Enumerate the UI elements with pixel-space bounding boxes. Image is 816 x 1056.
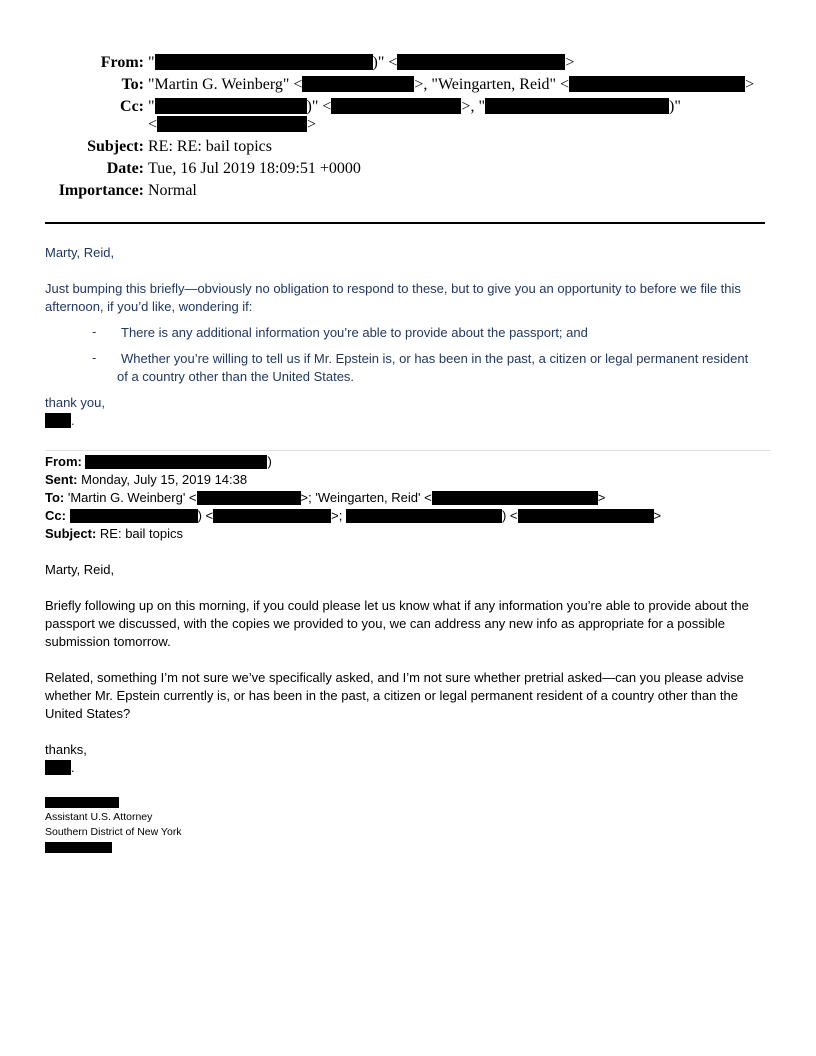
orig-paragraph-1: Briefly following up on this morning, if you could please let us know what if any information you’re able to provide about the passport we discussed, with the copies we provided to you, we can address any new info as appropriate for a possible submission tomorrow.	[45, 598, 749, 649]
orig-cc-row	[45, 507, 661, 525]
message-divider	[45, 450, 771, 451]
redaction	[45, 842, 112, 853]
redaction	[155, 98, 307, 114]
orig-to-row	[45, 489, 605, 507]
header-from-row	[0, 52, 816, 74]
orig-from-label: From:	[45, 454, 82, 469]
separator: )" <	[372, 54, 398, 71]
reply-signature	[45, 412, 75, 430]
subject-value: RE: RE: bail topics	[148, 138, 272, 155]
redaction	[45, 760, 71, 775]
orig-sent-value: Monday, July 15, 2019 14:38	[81, 472, 248, 487]
to-label: To:	[121, 76, 144, 93]
separator: ) <	[197, 508, 214, 523]
orig-subject-value: RE: bail topics	[99, 526, 184, 541]
orig-greeting: Marty, Reid,	[45, 562, 115, 577]
header-cc-row-2	[0, 114, 816, 136]
recipient-name: >, "Weingarten, Reid" <	[414, 76, 570, 93]
separator: )" <	[306, 98, 332, 115]
redaction	[155, 54, 373, 70]
cc-label: Cc:	[120, 98, 144, 115]
reply-bullet-2: Whether you’re willing to tell us if Mr. Epstein is, or has been in the past, a citizen or legal permanent resident of a country other than the United States.	[117, 351, 749, 384]
from-label: From:	[100, 54, 144, 71]
quote: "	[148, 54, 155, 71]
orig-signature	[45, 759, 773, 777]
quote: )"	[668, 98, 681, 115]
bullet-marker: -	[92, 350, 97, 365]
orig-subject-row	[45, 525, 183, 543]
redaction	[157, 116, 307, 132]
recipient-name: "Martin G. Weinberg" <	[148, 76, 303, 93]
redaction	[569, 76, 745, 92]
redaction	[485, 98, 669, 114]
orig-sent-row	[45, 471, 247, 489]
header-divider	[45, 222, 765, 224]
reply-greeting: Marty, Reid,	[45, 245, 115, 260]
redaction	[85, 455, 267, 469]
sig-phone-redacted	[45, 842, 112, 858]
header-to-row	[0, 74, 816, 96]
subject-label: Subject:	[87, 138, 144, 155]
quote: "	[148, 98, 155, 115]
sig-dot: .	[71, 413, 75, 428]
sig-dot: .	[71, 760, 75, 775]
orig-to-label: To:	[45, 490, 65, 505]
redaction	[331, 98, 461, 114]
orig-paragraph-2: Related, something I’m not sure we’ve specifically asked, and I’m not sure whether pretrial asked—can you please advise whether Mr. Epstein currently is, or has been in the past, a citizen or legal permanent resident of a country other than the United States?	[45, 670, 744, 721]
separator: <	[148, 116, 158, 133]
date-value: Tue, 16 Jul 2019 18:09:51 +0000	[148, 160, 361, 177]
header-date-row	[0, 158, 816, 180]
separator: >;	[331, 508, 343, 523]
redaction	[70, 509, 198, 523]
cc-value-2	[148, 114, 316, 136]
redaction	[432, 491, 598, 505]
sig-office: Southern District of New York	[45, 826, 182, 838]
separator: >, "	[461, 98, 485, 115]
redaction	[397, 54, 565, 70]
reply-bullet-1: There is any additional information you’re able to provide about the passport; and	[121, 325, 588, 340]
importance-value: Normal	[148, 182, 197, 199]
separator: >	[745, 76, 755, 93]
orig-cc-label: Cc:	[45, 508, 66, 523]
sig-title: Assistant U.S. Attorney	[45, 811, 153, 823]
from-value	[148, 52, 574, 74]
bullet-marker: -	[92, 324, 97, 339]
reply-intro: Just bumping this briefly—obviously no obligation to respond to these, but to give you an opportunity to before we file this afternoon, if you’d like, wondering if:	[45, 281, 741, 314]
header-importance-row	[0, 180, 816, 202]
redaction	[346, 509, 502, 523]
redaction	[45, 413, 71, 428]
orig-closing: thanks,	[45, 742, 87, 757]
separator: >	[565, 54, 575, 71]
date-label: Date:	[106, 160, 144, 177]
reply-closing: thank you,	[45, 395, 105, 410]
orig-sent-label: Sent:	[45, 472, 78, 487]
redaction	[302, 76, 414, 92]
recipient-name: 'Martin G. Weinberg' <	[67, 490, 197, 505]
redaction	[518, 509, 654, 523]
separator: >	[307, 116, 317, 133]
separator: >	[653, 508, 662, 523]
separator: >	[597, 490, 606, 505]
redaction	[197, 491, 301, 505]
to-value	[148, 74, 754, 96]
recipient-name: >; 'Weingarten, Reid' <	[300, 490, 432, 505]
redaction	[213, 509, 331, 523]
header-subject-row	[0, 136, 816, 158]
importance-label: Importance:	[58, 182, 144, 199]
orig-subject-label: Subject:	[45, 526, 97, 541]
redaction	[45, 797, 119, 808]
separator: ) <	[501, 508, 518, 523]
separator: )	[267, 454, 272, 469]
orig-from-row	[45, 453, 272, 471]
